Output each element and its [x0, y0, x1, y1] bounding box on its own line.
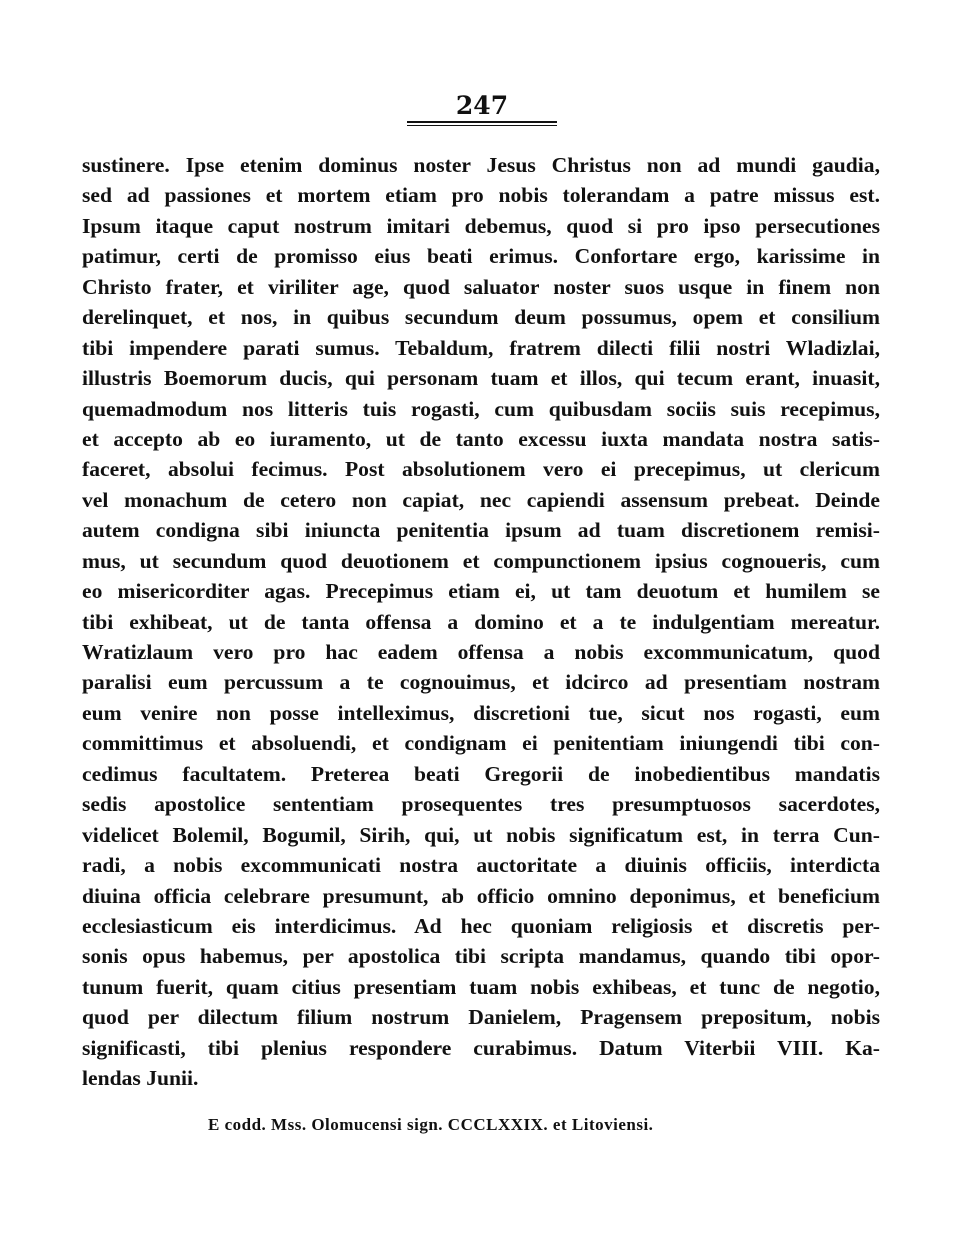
- header-rule: [407, 121, 557, 126]
- text-line: eum venire non posse intelleximus, discretioni tue, sicut nos rogasti, eum: [82, 700, 880, 725]
- text-line: sonis opus habemus, per apostolica tibi scripta mandamus, quando tibi opor-: [82, 944, 880, 969]
- text-line: quemadmodum nos litteris tuis rogasti, cum quibusdam sociis suis recepimus,: [82, 396, 880, 421]
- text-line: Christo frater, et viriliter age, quod saluator noster suos usque in finem non: [82, 274, 880, 299]
- text-line: videlicet Bolemil, Bogumil, Sirih, qui, ut nobis significatum est, in terra Cun-: [82, 822, 880, 847]
- text-line: tibi exhibeat, ut de tanta offensa a domino et a te indulgentiam mereatur.: [82, 609, 880, 634]
- text-line: paralisi eum percussum a te cognouimus, et idcirco ad presentiam nostram: [82, 670, 880, 695]
- text-line: illustris Boemorum ducis, qui personam tuam et illos, qui tecum erant, inuasit,: [82, 366, 880, 391]
- text-line: eo misericorditer agas. Precepimus etiam ei, ut tam deuotum et humilem se: [82, 579, 880, 604]
- text-line: significasti, tibi plenius respondere curabimus. Datum Viterbii VIII. Ka-: [82, 1035, 880, 1060]
- text-line: tunum fuerit, quam citius presentiam tuam nobis exhibeas, et tunc de negotio,: [82, 974, 880, 999]
- text-line: sed ad passiones et mortem etiam pro nobis tolerandam a patre missus est.: [82, 183, 880, 208]
- text-line: patimur, certi de promisso eius beati erimus. Confortare ergo, karissime in: [82, 244, 880, 269]
- text-line: faceret, absolui fecimus. Post absolutionem vero ei precepimus, ut clericum: [82, 457, 880, 482]
- source-note: E codd. Mss. Olomucensi sign. CCCLXXIX. et Litoviensi.: [208, 1115, 654, 1134]
- text-line: Ipsum itaque caput nostrum imitari debemus, quod si pro ipso persecutiones: [82, 213, 880, 238]
- text-line: sustinere. Ipse etenim dominus noster Jesus Christus non ad mundi gaudia,: [82, 153, 880, 177]
- text-line: et accepto ab eo iuramento, ut de tanto excessu iuxta mandata nostra satis-: [82, 426, 880, 451]
- text-line: Wratizlaum vero pro hac eadem offensa a nobis excommunicatum, quod: [82, 640, 880, 664]
- text-line: radi, a nobis excommunicati nostra auctoritate a diuinis officiis, interdicta: [82, 853, 880, 878]
- text-line: vel monachum de cetero non capiat, nec capiendi assensum prebeat. Deinde: [82, 487, 880, 512]
- page-number: 247: [455, 91, 509, 120]
- text-line: tibi impendere parati sumus. Tebaldum, fratrem dilecti filii nostri Wladizlai,: [82, 335, 880, 360]
- text-line: derelinquet, et nos, in quibus secundum deum possumus, opem et consilium: [82, 305, 880, 330]
- body-text: [82, 150, 880, 1094]
- text-line: diuina officia celebrare presumunt, ab officio omnino deponimus, et beneficium: [82, 883, 880, 908]
- text-line: autem condigna sibi iniuncta penitentia ipsum ad tuam discretionem remisi-: [82, 518, 880, 543]
- text-line: ecclesiasticum eis interdicimus. Ad hec quoniam religiosis et discretis per-: [82, 913, 880, 938]
- text-line: committimus et absoluendi, et condignam ei penitentiam iniungendi tibi con-: [82, 731, 880, 756]
- text-line: cedimus facultatem. Preterea beati Gregorii de inobedientibus mandatis: [82, 761, 880, 786]
- text-line: quod per dilectum filium nostrum Danielem, Pragensem prepositum, nobis: [82, 1005, 880, 1030]
- text-line: mus, ut secundum quod deuotionem et compunctionem ipsius cognoueris, cum: [82, 548, 880, 573]
- text-line: lendas Junii.: [82, 1066, 199, 1091]
- text-line: sedis apostolice sententiam prosequentes tres presumptuosos sacerdotes,: [82, 792, 880, 817]
